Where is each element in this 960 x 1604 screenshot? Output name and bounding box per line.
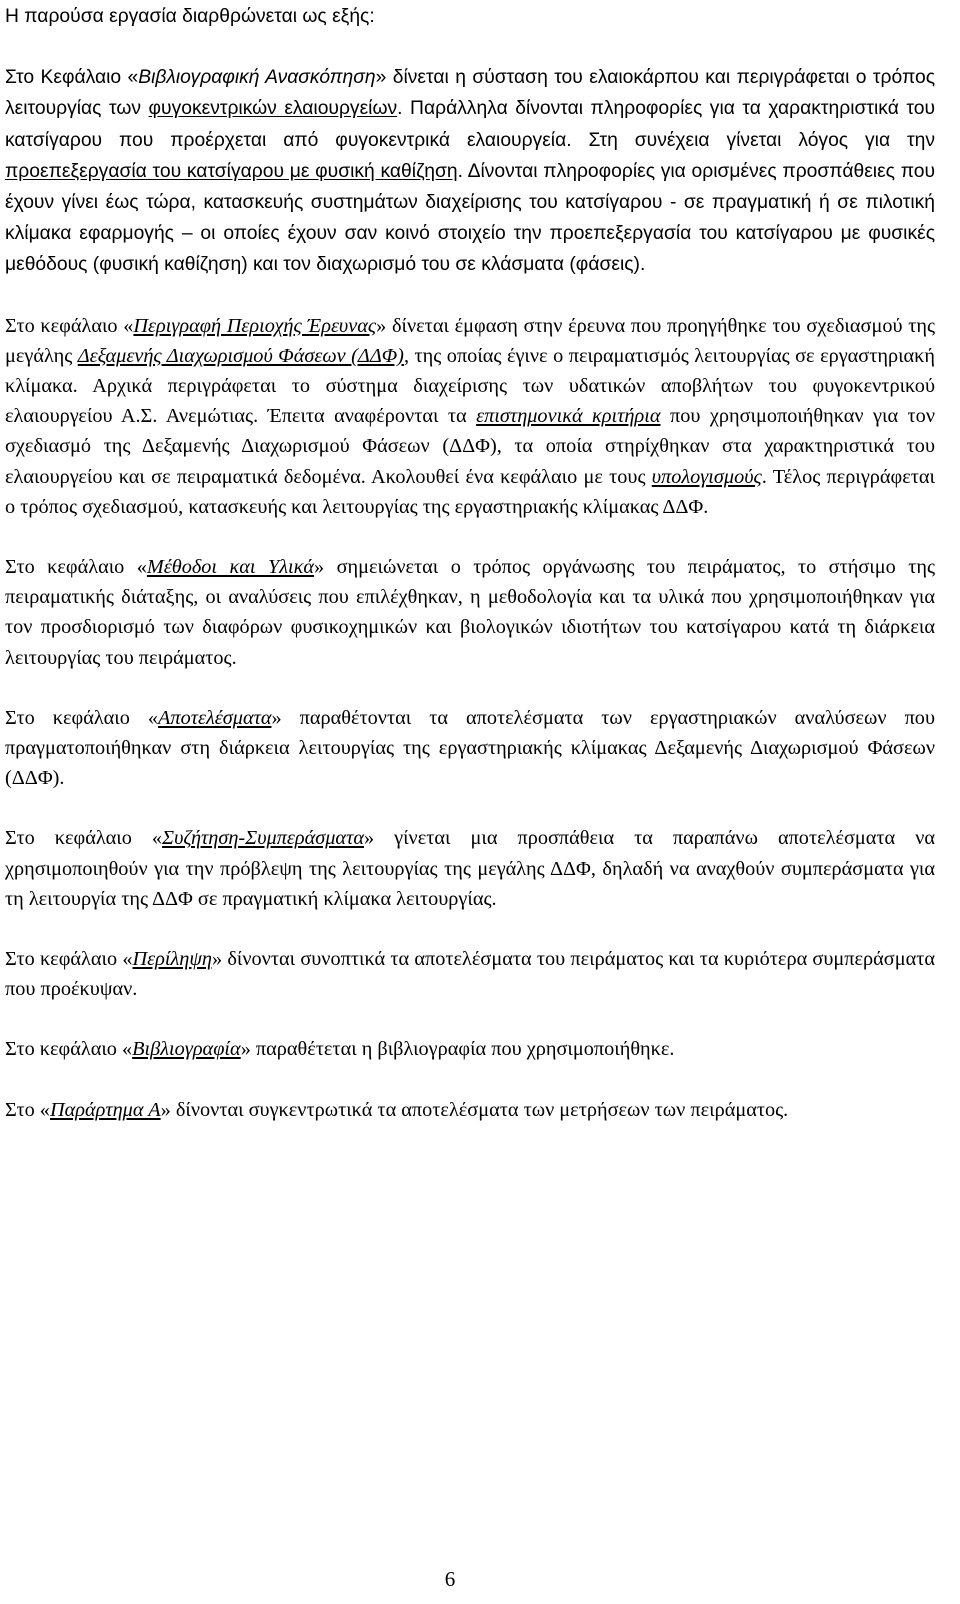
text-run: » δίνεται έμφαση στην έρευνα που προηγήθηκε του σχεδιασμού της μεγάλης [5,314,935,367]
text-run: . Δίνονται πληροφορίες για ορισμένες προσπάθειες που έχουν γίνει έως τώρα, κατασκευής συστημάτων διαχείρισης του κατσίγαρου - σε πραγματική ή σε πιλοτική κλίμακα εφαρμογής – οι οποίες έχουν σαν κοινό στοιχείο την προεπεξεργασία του κατσίγαρου με φυσικές μεθόδους (φυσική καθίζηση) και τον διαχωρισμό του σε κλάσματα (φάσεις). [5,160,936,276]
text-run: » δίνονται συγκεντρωτικά τα αποτελέσματα των μετρήσεων των πειράματος. [160,1098,789,1121]
paragraph-methods [5,552,935,673]
text-run: . Τέλος περιγράφεται ο τρόπος σχεδιασμού, κατασκευής και λειτουργίας της εργαστηριακής κλίμακας ΔΔΦ. [5,465,935,518]
intro-line: Η παρούσα εργασία διαρθρώνεται ως εξής: [5,6,375,27]
paragraph-literature-review [5,62,935,280]
underlined-term: φυγοκεντρικών ελαιουργείων [148,98,398,120]
paragraph-results [5,703,935,794]
underlined-term: επιστημονικά κριτήρια [476,405,661,428]
text-run: . Παράλληλα δίνονται πληροφορίες για τα χαρακτηριστικά του κατσίγαρου που προέρχεται από φυγοκεντρικά ελαιουργεία. Στη συνέχεια γίνεται λόγος για την [5,98,935,151]
chapter-title: Παράρτημα Α [49,1098,161,1121]
underlined-term: Δεξαμενής Διαχωρισμού Φάσεων (ΔΔΦ) [77,344,404,367]
chapter-title: Βιβλιογραφία [132,1038,241,1061]
chapter-title: Περίληψη [132,948,212,971]
text-run: που χρησιμοποιήθηκαν για τον σχεδιασμό της Δεξαμενής Διαχωρισμού Φάσεων (ΔΔΦ), τα οποία στηρίχθηκαν στα χαρακτηριστικά του ελαιουργείου και σε πειραματικά δεδομένα. Ακολουθεί ένα κεφάλαιο με τους [5,405,935,488]
text-run: » παραθέτονται τα αποτελέσματα των εργαστηριακών αναλύσεων που πραγματοποιήθηκαν στη διάρκεια λειτουργίας της εργαστηριακής κλίμακας Δεξαμενής Διαχωρισμού Φάσεων (ΔΔΦ). [5,706,935,790]
paragraph-discussion [5,823,935,914]
text-run: Στο κεφάλαιο « [5,827,163,850]
underlined-term: προεπεξεργασία του κατσίγαρου με φυσική καθίζηση [5,160,458,182]
paragraph-summary [5,944,935,1004]
text-run: Στο κεφάλαιο « [5,706,159,729]
chapter-title: Συζήτηση-Συμπεράσματα [162,827,364,850]
text-run: Στο κεφάλαιο « [5,1038,133,1061]
chapter-title: Βιβλιογραφική Ανασκόπηση [138,67,376,89]
chapter-title: Περιγραφή Περιοχής Έρευνας [133,314,377,337]
text-run: » δίνονται συνοπτικά τα αποτελέσματα του πειράματος και τα κυριότερα συμπεράσματα που προέκυψαν. [5,948,935,1001]
paragraph-bibliography [5,1034,935,1064]
text-run: Στο κεφάλαιο « [5,948,133,971]
paragraph-study-area [5,311,935,522]
text-run: Στο κεφάλαιο « [5,556,147,579]
text-run: » σημειώνεται ο τρόπος οργάνωσης του πειράματος, το στήσιμο της πειραματικής διάταξης, οι αναλύσεις που επιλέχθηκαν, η μεθοδολογία και τα υλικά που χρησιμοποιήθηκαν για τον προσδιορισμό των διαφόρων φυσικοχημικών και βιολογικών ιδιοτήτων του κατσίγαρου κατά τη διάρκεια λειτουργίας του πειράματος. [5,556,935,669]
chapter-title: Αποτελέσματα [158,706,272,729]
document-page [5,2,935,1125]
page-number: 6 [444,1567,456,1591]
text-run: » δίνεται η σύσταση του ελαιοκάρπου και περιγράφεται ο τρόπος λειτουργίας των [5,67,935,120]
text-run: , της οποίας έγινε ο πειραματισμός λειτουργίας σε εργαστηριακή κλίμακα. Αρχικά περιγράφεται το σύστημα διαχείρισης των υδατικών αποβλήτων του φυγοκεντρικού ελαιουργείου Α.Σ. Ανεμώτιας. Έπειτα αναφέρονται τα [5,344,936,428]
text-run: Στο Κεφάλαιο « [5,67,139,89]
text-run: Στο « [5,1098,50,1121]
underlined-term: υπολογισμούς [651,465,762,488]
chapter-title: Μέθοδοι και Υλικά [146,556,315,579]
text-run: » γίνεται μια προσπάθεια τα παραπάνω αποτελέσματα να χρησιμοποιηθούν για την πρόβλεψη της λειτουργίας της μεγάλης ΔΔΦ, δηλαδή να αναχθούν συμπεράσματα για τη λειτουργία της ΔΔΦ σε πραγματική κλίμακα λειτουργίας. [5,827,935,910]
paragraph-appendix [5,1095,935,1125]
text-run: » παραθέτεται η βιβλιογραφία που χρησιμοποιήθηκε. [240,1038,675,1061]
text-run: Στο κεφάλαιο « [5,314,134,337]
